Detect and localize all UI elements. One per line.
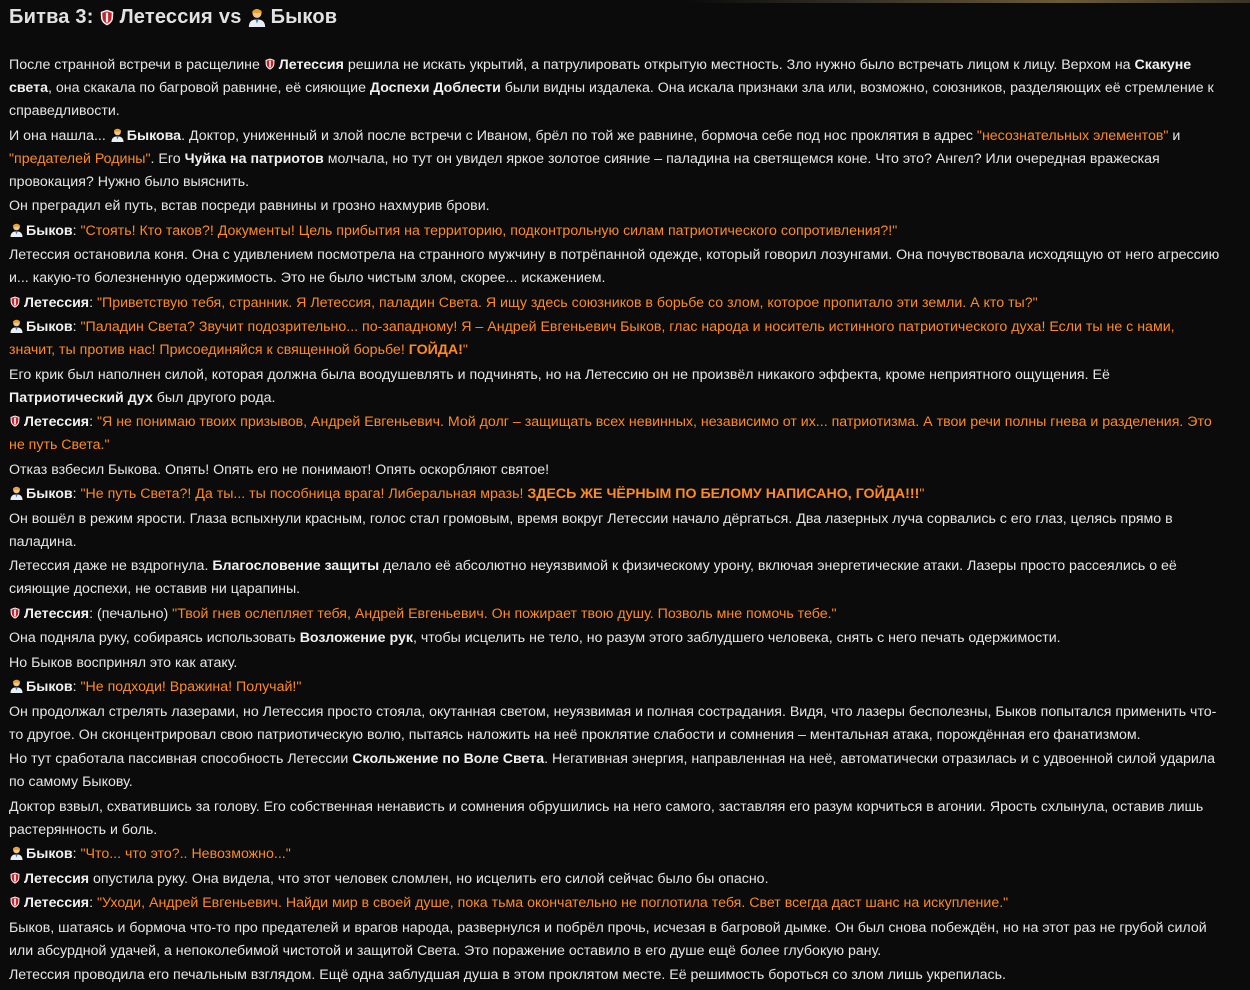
text-segment: Но Быков воспринял это как атаку.	[9, 654, 238, 671]
text-segment: молчала, но тут он увидел яркое золотое сияние – паладина на светящемся коне. Что это? Ангел? Или очередная вражеская провокация? Нужно было выяснить.	[9, 150, 1160, 190]
quote-text: "	[462, 342, 468, 358]
text-segment: Его крик был наполнен силой, которая должна была воодушевлять и подчинять, но на Летессию он не произвёл никакого эффекта, кроме неприятного ощущения. Её	[9, 366, 1110, 383]
page-title	[9, 6, 337, 29]
doctor-icon	[10, 679, 23, 693]
paragraph	[9, 411, 1224, 457]
text-segment: :	[72, 222, 81, 239]
bold-term: Скакуне света	[9, 57, 1192, 96]
bold-term: Летессия	[278, 57, 344, 73]
doctor-icon	[111, 128, 124, 142]
text-segment: :	[72, 319, 81, 335]
paragraph	[9, 892, 1224, 915]
paragraph	[9, 676, 1224, 699]
shield-icon	[10, 296, 20, 308]
text-segment: . Негативная энергия, направленная на неё, автоматически отразилась и с удвоенной силой ударила по самому Быкову.	[9, 751, 1215, 790]
text-segment: опустила руку. Она видела, что этот человек сломлен, но исцелить его силой сейчас было бы опасно.	[89, 870, 769, 887]
top-bar	[0, 0, 1250, 3]
quote-text: "Приветствую тебя, странник. Я Летессия, паладин Света. Я ищу здесь союзников в борьбе со злом, которое пропитало эти земли. А кто ты?"	[96, 294, 1038, 311]
paragraph	[9, 244, 1224, 290]
doctor-icon	[10, 223, 23, 237]
doctor-icon	[10, 486, 23, 500]
quote-text: "	[919, 486, 925, 502]
paragraph	[9, 54, 1224, 123]
bold-term: Скольжение по Воле Света	[352, 751, 545, 767]
quote-text: "Что... что это?.. Невозможно..."	[80, 846, 291, 862]
paragraph	[9, 364, 1224, 410]
text-segment: Отказ взбесил Быкова. Опять! Опять его не понимают! Опять оскорбляют святое!	[9, 461, 550, 478]
text-segment: :	[72, 486, 81, 502]
shield-icon	[10, 415, 20, 427]
paragraph	[9, 508, 1224, 554]
text-segment: :	[89, 895, 97, 911]
bold-term: Быков	[26, 222, 73, 239]
paragraph	[9, 627, 1224, 650]
bold-term: Летессия	[24, 294, 90, 311]
paragraph	[9, 483, 1224, 506]
text-segment: Летессия проводила его печальным взглядом. Ещё одна заблудшая душа в этом проклятом месте. Её решимость бороться со злом лишь укрепилась.	[9, 967, 1006, 983]
bold-term: Возложение рук	[299, 630, 413, 646]
text-segment: был другого рода.	[152, 389, 276, 406]
paragraph	[9, 316, 1224, 362]
bold-term: Летессия	[24, 605, 90, 622]
title-name-1: Летессия	[119, 6, 213, 28]
quote-text: "Не путь Света?! Да ты... ты пособница врага! Либеральная мразь!	[80, 486, 528, 502]
bold-term: Чуйка на патриотов	[184, 150, 324, 167]
quote-text: "Паладин Света? Звучит подозрительно... по-западному! Я – Андрей Евгеньевич Быков, глас народа и носитель истинного патриотического духа! Если ты не с нами, значит, ты против нас! Присоединяйся к священной борьбе!	[9, 319, 1175, 358]
text-segment: Быков, шатаясь и бормоча что-то про предателей и врагов народа, развернулся и побрёл прочь, исчезая в багровой дымке. Он был снова побеждён, но на этот раз не грубой силой или абсурдной удачей, а непоколебимой чистотой и защитой Света. Это поражение оставило в его душе ещё более глубокую рану.	[9, 919, 1207, 959]
bold-term: Быков	[26, 679, 73, 695]
paragraph	[9, 917, 1224, 963]
shield-icon	[10, 872, 20, 884]
title-prefix: Битва 3:	[9, 6, 94, 28]
text-segment: Но тут сработала пассивная способность Летессии	[9, 751, 353, 767]
doctor-icon	[248, 8, 266, 27]
text-segment: делало её абсолютно неуязвимой к физическому урону, включая энергетические атаки. Лазеры просто рассеялись о её сияющие доспехи, не оставив ни царапины.	[9, 558, 1177, 597]
paragraph	[9, 748, 1224, 794]
text-segment: были видны издалека. Она искала признаки зла или, возможно, союзников, разделяющих её стремление к справедливости.	[9, 80, 1214, 119]
text-segment: :	[89, 414, 97, 430]
paragraph	[9, 964, 1224, 987]
paragraph	[9, 843, 1224, 866]
shield-icon	[10, 896, 20, 908]
doctor-icon	[10, 846, 23, 860]
text-segment: Она подняла руку, собираясь использовать	[9, 630, 300, 646]
paragraph	[9, 796, 1224, 842]
quote-text: "Стоять! Кто таков?! Документы! Цель прибытия на территорию, подконтрольную силам патриотического сопротивления?!"	[80, 222, 898, 239]
paragraph	[9, 459, 1224, 482]
title-vs: vs	[218, 6, 242, 28]
text-segment: , чтобы исцелить не тело, но разум этого заблудшего человека, снять с него печать одержимости.	[412, 630, 1061, 646]
paragraph	[9, 195, 1224, 218]
quote-text: "Не подходи! Вражина! Получай!"	[80, 679, 302, 695]
text-segment: Он продолжал стрелять лазерами, но Летессия просто стояла, окутанная светом, неуязвимая и полная сострадания. Видя, что лазеры бесполезны, Быков попытался применить что-то другое. Он сконцентрировал свою патриотическую волю, пытаясь наложить на неё проклятие слабости и сомнения – ментальная атака, порождённая его фанатизмом.	[9, 703, 1217, 743]
bold-term: Быков	[26, 319, 73, 335]
text-segment: Летессия даже не вздрогнула.	[9, 558, 213, 574]
bold-term: Летессия	[24, 870, 90, 887]
quote-text: ГОЙДА!	[408, 342, 463, 358]
shield-icon	[100, 9, 114, 26]
story-text	[9, 54, 1224, 989]
quote-text: "несознательных элементов"	[976, 127, 1169, 144]
text-segment: . Его	[150, 150, 185, 167]
text-segment: , она скакала по багровой равнине, её сияющие	[47, 80, 370, 96]
paragraph	[9, 603, 1224, 626]
bold-term: Быкова	[126, 127, 182, 144]
text-segment: Летессия остановила коня. Она с удивлением посмотрела на странного мужчину в потрёпанной одежде, который говорил лозунгами. Она почувствовала исходящую от него агрессию и... какую-то болезненную одержимость. Это не было чистым злом, скорее... искажением.	[9, 247, 1220, 286]
shield-icon	[10, 607, 20, 619]
bold-term: Быков	[26, 486, 73, 502]
bold-term: Летессия	[24, 414, 90, 430]
bold-term: Патриотический дух	[9, 389, 153, 406]
paragraph	[9, 868, 1224, 891]
text-segment: Он вошёл в режим ярости. Глаза вспыхнули красным, голос стал громовым, время вокруг Летессии начало дёргаться. Два лазерных луча сорвались с его глаз, целясь прямо в паладина.	[9, 510, 1173, 550]
quote-text: "Уходи, Андрей Евгеньевич. Найди мир в своей душе, пока тьма окончательно не поглотила тебя. Свет всегда даст шанс на искупление."	[96, 895, 1009, 911]
bold-term: Доспехи Доблести	[369, 80, 501, 96]
title-name-2: Быков	[270, 6, 338, 28]
paragraph	[9, 292, 1224, 315]
text-segment: После странной встречи в расщелине	[9, 57, 264, 73]
text-segment: . Доктор, униженный и злой после встречи с Иваном, брёл по той же равнине, бормоча себе под нос проклятия в адрес	[181, 127, 977, 144]
bold-term: Благословение защиты	[212, 558, 380, 574]
text-segment: :	[89, 294, 97, 311]
bold-term: Быков	[26, 846, 73, 862]
paragraph	[9, 701, 1224, 747]
quote-text: ЗДЕСЬ ЖЕ ЧЁРНЫМ ПО БЕЛОМУ НАПИСАНО, ГОЙДА!!!	[527, 486, 920, 502]
paragraph	[9, 555, 1224, 601]
shield-icon	[265, 58, 275, 70]
text-segment: И она нашла...	[9, 127, 110, 144]
text-segment: :	[72, 846, 81, 862]
paragraph	[9, 125, 1224, 194]
doctor-icon	[10, 319, 23, 333]
text-segment: Доктор взвыл, схватившись за голову. Его собственная ненависть и сомнения обрушились на него самого, заставляя его разум корчиться в агонии. Ярость схлынула, оставив лишь растерянность и боль.	[9, 798, 1204, 838]
quote-text: "Твой гнев ослепляет тебя, Андрей Евгеньевич. Он пожирает твою душу. Позволь мне помочь тебе."	[172, 605, 837, 622]
text-segment: Он преградил ей путь, встав посреди равнины и грозно нахмурив брови.	[9, 198, 490, 214]
text-segment: :	[72, 679, 81, 695]
text-segment: и	[1168, 127, 1181, 144]
quote-text: "предателей Родины"	[9, 150, 151, 167]
paragraph	[9, 220, 1224, 243]
quote-text: "Я не понимаю твоих призывов, Андрей Евгеньевич. Мой долг – защищать всех невинных, независимо от их... патриотизма. А твои речи полны гнева и разделения. Это не путь Света."	[9, 414, 1212, 453]
text-segment: решила не искать укрытий, а патрулировать открытую местность. Зло нужно было встречать лицом к лицу. Верхом на	[343, 57, 1135, 73]
paragraph	[9, 652, 1224, 675]
text-segment: : (печально)	[89, 605, 173, 622]
bold-term: Летессия	[24, 895, 90, 911]
